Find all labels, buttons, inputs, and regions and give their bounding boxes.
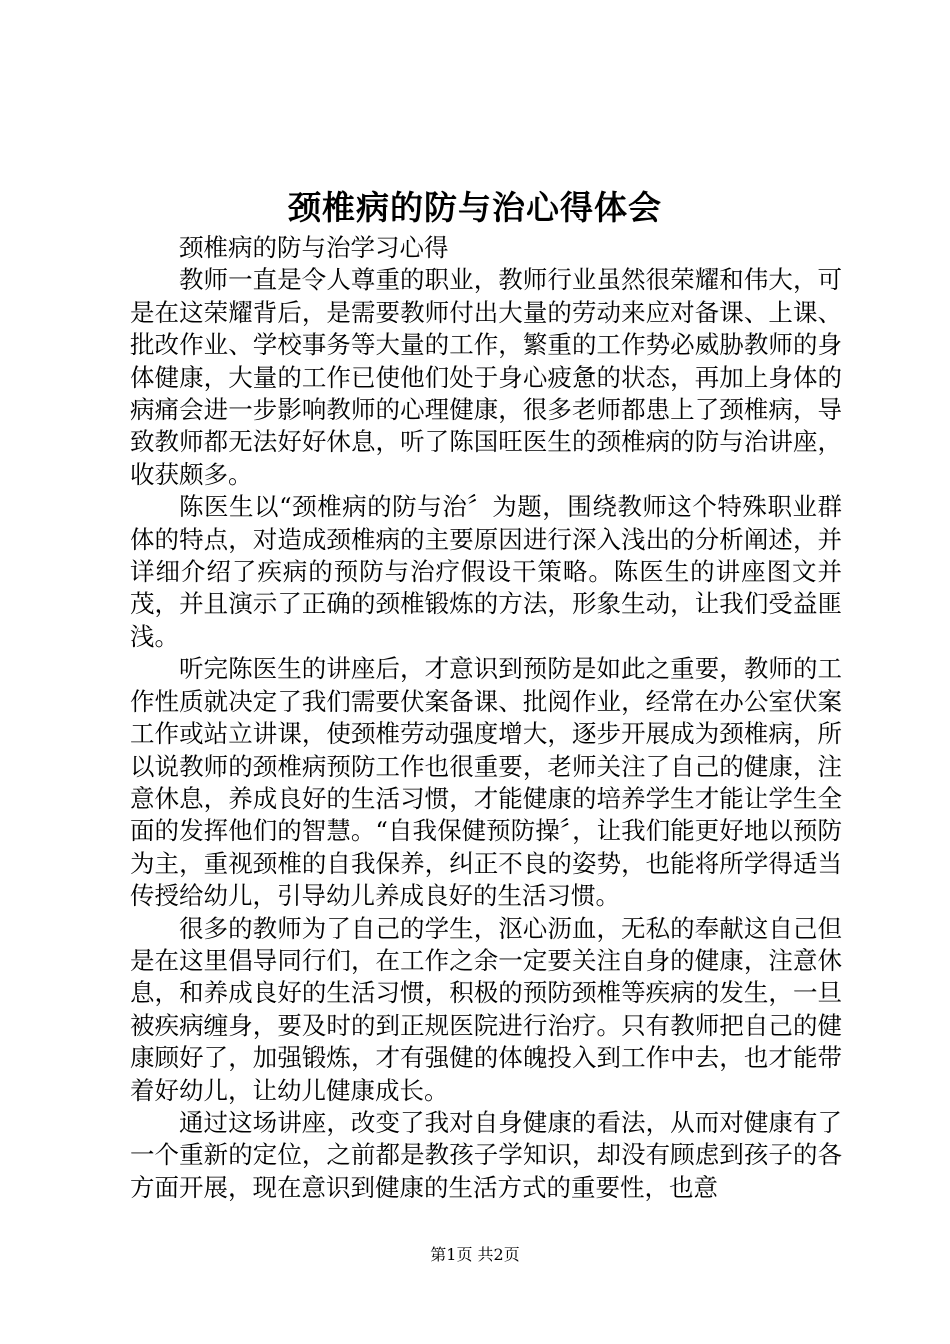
body-paragraph: 通过这场讲座，改变了我对自身健康的看法，从而对健康有了一个重新的定位，之前都是教孩子学知识，却没有顾虑到孩子的各方面开展，现在意识到健康的生活方式的重要性，也意 bbox=[130, 1107, 842, 1202]
page-footer: 第1页 共2页 bbox=[430, 1245, 520, 1264]
body-paragraph: 陈医生以“颈椎病的防与治〞为题，围绕教师这个特殊职业群体的特点，对造成颈椎病的主要原因进行深入浅出的分析阐述，并详细介绍了疾病的预防与治疗假设干策略。陈医生的讲座图文并茂，并且演示了正确的颈椎锻炼的方法，形象生动，让我们受益匪浅。 bbox=[130, 492, 842, 651]
subtitle-paragraph: 颈椎病的防与治学习心得 bbox=[179, 233, 449, 262]
document-title: 颈椎病的防与治心得体会 bbox=[288, 188, 662, 227]
body-paragraph: 教师一直是令人尊重的职业，教师行业虽然很荣耀和伟大，可是在这荣耀背后，是需要教师付出大量的劳动来应对备课、上课、批改作业、学校事务等大量的工作，繁重的工作势必威胁教师的身体健康，大量的工作已使他们处于身心疲惫的状态，再加上身体的病痛会进一步影响教师的心理健康，很多老师都患上了颈椎病，导致教师都无法好好休息，听了陈国旺医生的颈椎病的防与治讲座，收获颇多。 bbox=[130, 265, 842, 489]
body-paragraph: 听完陈医生的讲座后，才意识到预防是如此之重要，教师的工作性质就决定了我们需要伏案备课、批阅作业，经常在办公室伏案工作或站立讲课，使颈椎劳动强度增大，逐步开展成为颈椎病，所以说教师的颈椎病预防工作也很重要，老师关注了自己的健康，注意休息，养成良好的生活习惯，才能健康的培养学生才能让学生全面的发挥他们的智慧。“自我保健预防操〞，让我们能更好地以预防为主，重视颈椎的自我保养，纠正不良的姿势，也能将所学得适当传授给幼儿，引导幼儿养成良好的生活习惯。 bbox=[130, 654, 842, 911]
document-body bbox=[130, 232, 842, 1204]
body-paragraph: 很多的教师为了自己的学生，沤心沥血，无私的奉献这自己但是在这里倡导同行们，在工作之余一定要关注自身的健康，注意休息，和养成良好的生活习惯，积极的预防颈椎等疾病的发生，一旦被疾病缠身，要及时的到正规医院进行治疗。只有教师把自己的健康顾好了，加强锻炼，才有强健的体魄投入到工作中去，也才能带着好幼儿，让幼儿健康成长。 bbox=[130, 913, 842, 1105]
